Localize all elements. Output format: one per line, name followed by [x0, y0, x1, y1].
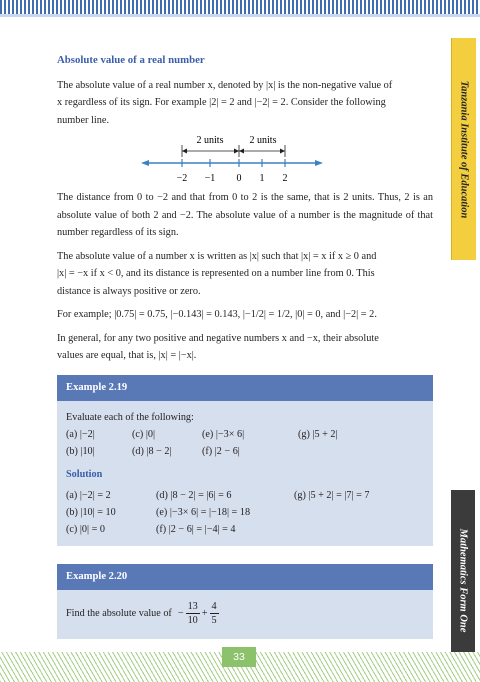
question-row-1	[66, 426, 424, 443]
intro-line-2: x regardless of its sign. For example |2| = 2 and |−2| = 2. Consider the following	[57, 97, 386, 108]
axis-arrow-right	[315, 160, 323, 166]
fraction-2	[210, 600, 219, 627]
section-heading: Absolute value of a real number	[57, 54, 205, 66]
intro-paragraph	[57, 77, 433, 130]
solution-row-3	[66, 521, 424, 538]
general-line-2: values are equal, that is, |x| = |−x|.	[57, 350, 197, 361]
tick-label: 2	[282, 173, 288, 184]
example-2-19-box	[57, 375, 433, 546]
number-line-svg	[57, 135, 433, 185]
solution-c: (c) |0| = 0	[66, 523, 105, 535]
tick-label: 0	[236, 173, 242, 184]
question-a: (a) |−2|	[66, 428, 95, 440]
general-line-1: In general, for any two positive and negative numbers x and −x, their absolute	[57, 332, 379, 344]
right-distance-label: 2 units	[249, 135, 277, 146]
number-line-figure	[57, 135, 433, 185]
examples-paragraph: For example; |0.75| = 0.75, |−0.143| = 0.143, |−1/2| = 1/2, |0| = 0, and |−2| = 2.	[57, 309, 377, 320]
left-arrowhead-left	[182, 149, 187, 154]
example-2-19-instruction: Evaluate each of the following:	[66, 411, 194, 423]
solution-f: (f) |2 − 6| = |−4| = 4	[156, 523, 236, 535]
distance-paragraph: The distance from 0 to −2 and that from 0 to 2 is the same, that is 2 units. Thus, 2 is an absolute value of both 2 and −2. The absolute value of a number is the magnitude of that number regardless of its sign.	[57, 192, 433, 238]
question-c: (c) |0|	[132, 428, 156, 440]
intro-line-3: number line.	[57, 114, 110, 126]
page-number: 33	[222, 647, 256, 667]
example-2-20-body	[57, 590, 433, 639]
fraction-1	[186, 600, 200, 627]
fraction-1-denominator: 10	[187, 614, 198, 626]
general-paragraph	[57, 330, 433, 365]
question-e: (e) |−3× 6|	[202, 428, 245, 440]
solution-heading: Solution	[66, 468, 103, 480]
question-row-2	[66, 443, 424, 460]
tick-label: −1	[204, 173, 216, 184]
right-arrowhead-right	[280, 149, 285, 154]
fraction-2-denominator: 5	[211, 614, 217, 626]
example-2-20-box	[57, 564, 433, 639]
solution-d: (d) |8 − 2| = |6| = 6	[156, 489, 232, 501]
solution-g: (g) |5 + 2| = |7| = 7	[294, 489, 370, 501]
definition-paragraph	[57, 248, 433, 301]
question-b: (b) |10|	[66, 445, 95, 457]
expr-operator: +	[201, 607, 208, 619]
publisher-label: Tanzania Institute of Education	[458, 80, 470, 218]
solution-row-2	[66, 504, 424, 521]
solution-e: (e) |−3× 6| = |−18| = 18	[156, 506, 251, 518]
definition-line-2: |x| = −x if x < 0, and its distance is represented on a number line from 0. This	[57, 268, 375, 279]
example-2-19-title: Example 2.19	[57, 375, 433, 401]
right-arrowhead-left	[239, 149, 244, 154]
expr-sign: −	[177, 607, 184, 619]
solution-a: (a) |−2| = 2	[66, 489, 111, 501]
top-border-stripe	[0, 0, 480, 14]
page-content	[57, 52, 433, 639]
fraction-1-numerator: 13	[187, 600, 198, 612]
side-banner-publisher	[451, 38, 476, 260]
definition-line-3: distance is always positive or zero.	[57, 285, 201, 297]
solution-b: (b) |10| = 10	[66, 506, 116, 518]
tick-label: 1	[259, 173, 265, 184]
intro-line-1: The absolute value of a real number x, denoted by |x| is the non-negative value of	[57, 79, 393, 91]
left-arrowhead-right	[234, 149, 239, 154]
solution-row-1	[66, 487, 424, 504]
example-2-19-body	[57, 401, 433, 546]
example-2-20-title: Example 2.20	[57, 564, 433, 590]
side-banner-book	[451, 490, 475, 670]
question-f: (f) |2 − 6|	[202, 445, 240, 457]
question-g: (g) |5 + 2|	[298, 428, 338, 440]
example-2-20-text: Find the absolute value of	[66, 607, 172, 619]
question-d: (d) |8 − 2|	[132, 445, 172, 457]
tick-label: −2	[176, 173, 188, 184]
book-title-label: Mathematics Form One	[457, 528, 469, 632]
left-distance-label: 2 units	[196, 135, 224, 146]
axis-arrow-left	[141, 160, 149, 166]
definition-line-1: The absolute value of a number x is written as |x| such that |x| = x if x ≥ 0 and	[57, 250, 377, 262]
fraction-2-numerator: 4	[211, 600, 217, 612]
